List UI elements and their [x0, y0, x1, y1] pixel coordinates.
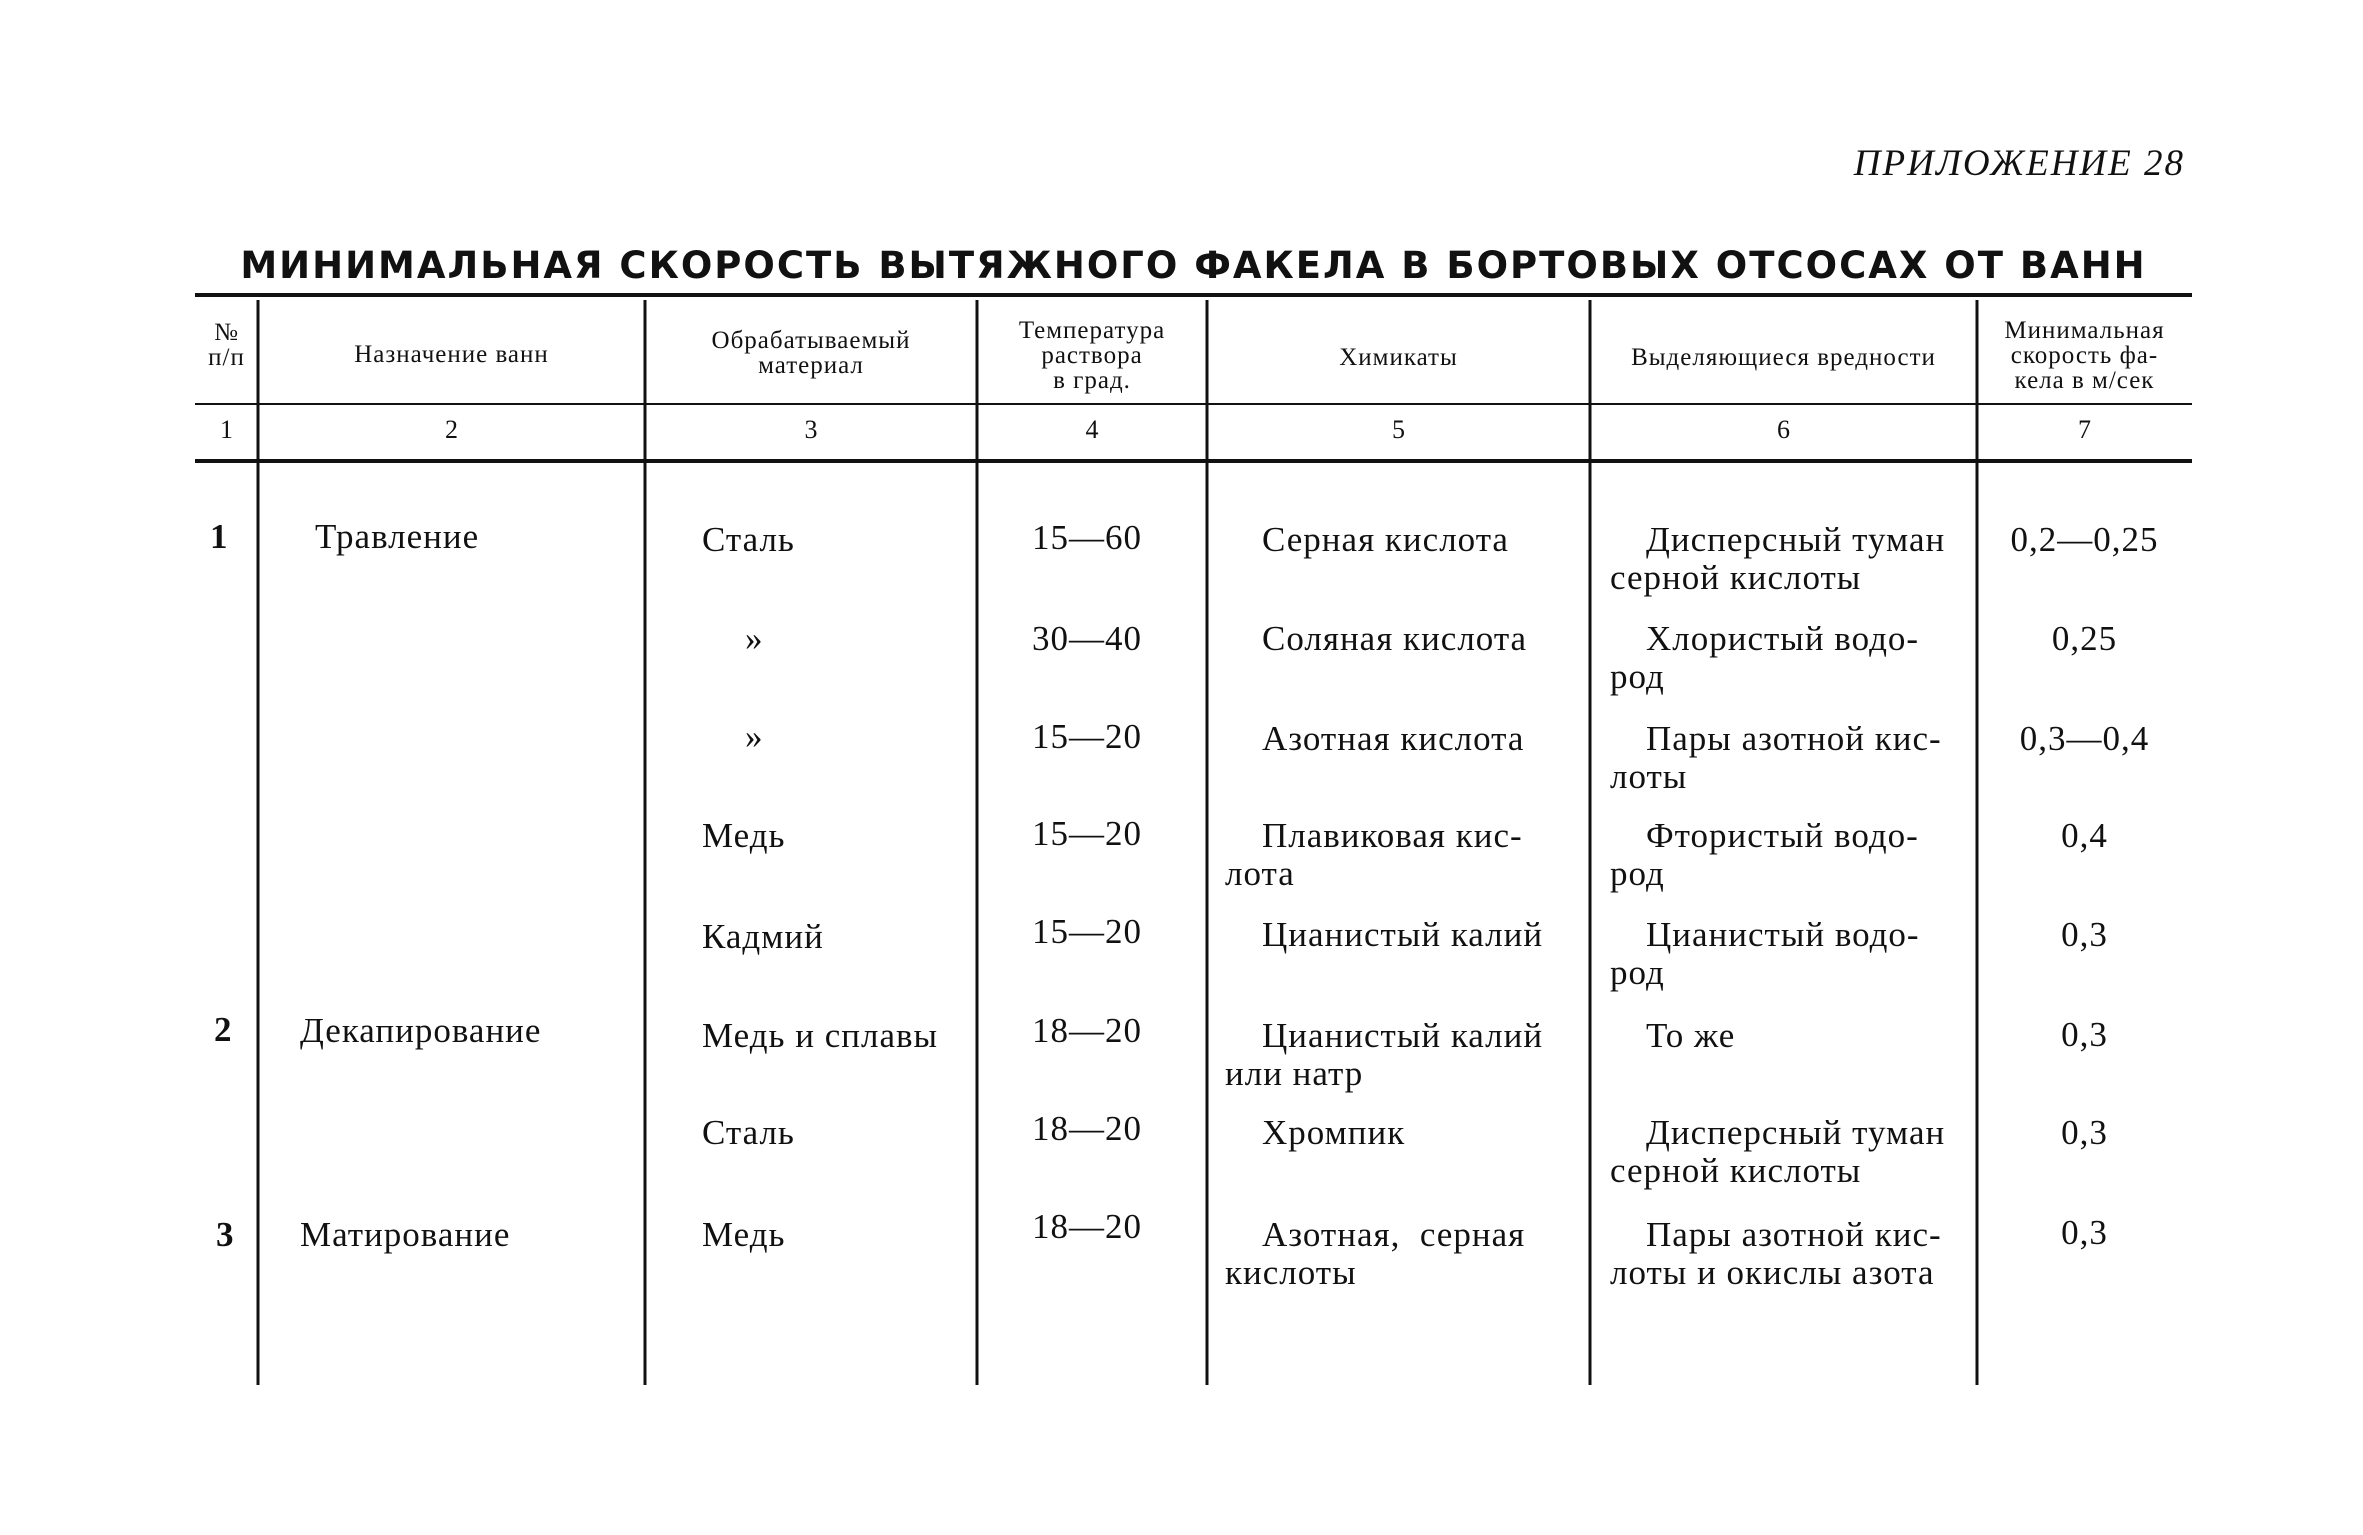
hazards: То же: [1646, 1016, 1736, 1055]
material: Сталь: [702, 520, 795, 559]
material: Кадмий: [702, 917, 824, 956]
min-speed: 0,3: [2061, 1213, 2108, 1252]
material: Медь и сплавы: [702, 1016, 939, 1055]
row-number: 3: [216, 1215, 235, 1254]
column-number-3: 3: [804, 415, 818, 444]
chemicals: Цианистый калий или натр: [1225, 1016, 1544, 1093]
min-speed: 0,25: [2051, 619, 2118, 658]
chemicals: Серная кислота: [1262, 520, 1509, 559]
appendix-label: ПРИЛОЖЕНИЕ 28: [1853, 143, 2185, 184]
hazards: Пары азотной кис- лоты и окислы азота: [1610, 1215, 1942, 1292]
header-hazards: Выделяющиеся вредности: [1631, 344, 1936, 371]
material-ditto: »: [745, 717, 764, 756]
header-temperature: Температура раствора в град.: [1018, 317, 1166, 394]
bath-purpose: Декапирование: [300, 1011, 542, 1050]
hazards: Дисперсный туман серной кислоты: [1610, 1113, 1946, 1190]
material: Медь: [702, 1215, 786, 1254]
column-number-6: 6: [1777, 415, 1790, 444]
header-purpose: Назначение ванн: [354, 341, 549, 368]
temperature: 15—20: [1032, 717, 1142, 756]
column-number-1: 1: [220, 415, 233, 444]
min-speed: 0,4: [2061, 816, 2108, 855]
bath-purpose: Травление: [315, 517, 480, 556]
row-number: 1: [210, 517, 229, 556]
table-title: МИНИМАЛЬНАЯ СКОРОСТЬ ВЫТЯЖНОГО ФАКЕЛА В БОРТОВЫХ ОТСОСАХ ОТ ВАНН: [240, 244, 2147, 287]
hazards: Дисперсный туман серной кислоты: [1610, 520, 1946, 597]
material-ditto: »: [745, 619, 764, 658]
min-speed: 0,3: [2061, 1113, 2108, 1152]
temperature: 18—20: [1032, 1109, 1142, 1148]
temperature: 15—20: [1032, 912, 1142, 951]
column-number-5: 5: [1392, 415, 1405, 444]
min-speed: 0,2—0,25: [2010, 520, 2159, 559]
temperature: 15—20: [1032, 814, 1142, 853]
hazards: Пары азотной кис- лоты: [1610, 719, 1942, 796]
chemicals: Цианистый калий: [1262, 915, 1544, 954]
header-min-speed: Минимальная скорость фа- кела в м/сек: [2004, 317, 2165, 394]
chemicals: Азотная, серная кислоты: [1225, 1215, 1526, 1292]
chemicals: Плавиковая кис- лота: [1225, 816, 1523, 893]
hazards: Хлористый водо- род: [1610, 619, 1920, 696]
header-number: № п/п: [208, 319, 245, 371]
column-number-2: 2: [445, 415, 458, 444]
min-speed: 0,3: [2061, 1015, 2108, 1054]
header-material: Обрабатываемый материал: [711, 327, 911, 379]
chemicals: Соляная кислота: [1262, 619, 1528, 658]
min-speed: 0,3: [2061, 915, 2108, 954]
column-number-4: 4: [1085, 415, 1099, 444]
temperature: 18—20: [1032, 1207, 1142, 1246]
temperature: 15—60: [1032, 518, 1142, 557]
temperature: 18—20: [1032, 1011, 1142, 1050]
header-chemicals: Химикаты: [1339, 344, 1458, 371]
row-number: 2: [214, 1010, 233, 1049]
bath-purpose: Матирование: [300, 1215, 511, 1254]
material: Сталь: [702, 1113, 795, 1152]
min-speed: 0,3—0,4: [2019, 719, 2150, 758]
temperature: 30—40: [1032, 619, 1142, 658]
chemicals: Хромпик: [1262, 1113, 1406, 1152]
column-number-7: 7: [2078, 415, 2091, 444]
hazards: Цианистый водо- род: [1610, 915, 1920, 992]
chemicals: Азотная кислота: [1262, 719, 1525, 758]
hazards: Фтористый водо- род: [1610, 816, 1919, 893]
material: Медь: [702, 816, 786, 855]
